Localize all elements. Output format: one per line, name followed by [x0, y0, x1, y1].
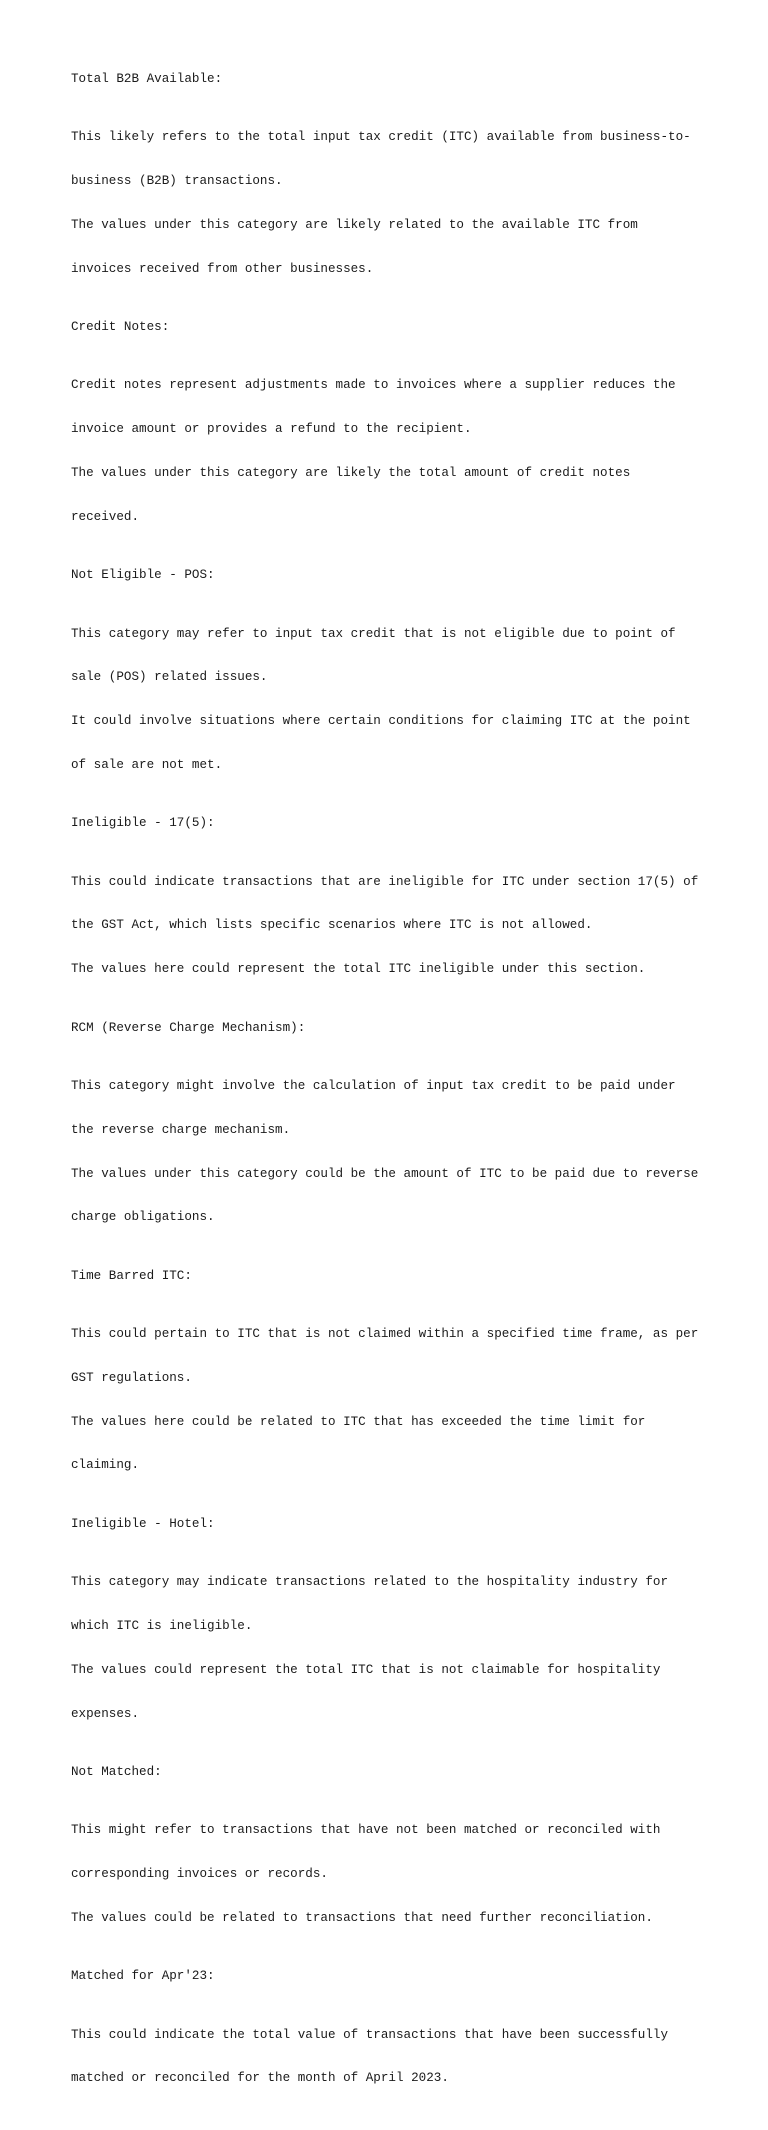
body-line: The values could be related to transactions that need further reconciliation.	[71, 1910, 653, 1925]
section-body	[71, 1298, 731, 1502]
body-line: expenses.	[71, 1706, 140, 1721]
body-line: The values could represent the total ITC that is not claimable for hospitality	[71, 1662, 661, 1677]
section-body	[71, 597, 731, 801]
section-heading: Matched for Apr'23:	[71, 1969, 215, 1984]
section-heading: Not Eligible - POS:	[71, 568, 215, 583]
section-rcm	[71, 1021, 731, 1255]
section-credit-notes	[71, 320, 731, 554]
body-line: This category may indicate transactions related to the hospitality industry for	[71, 1575, 669, 1590]
section-ineligible-17-5	[71, 816, 731, 1006]
section-heading: Total B2B Available:	[71, 72, 223, 86]
body-line: The values under this category are likely related to the available ITC from	[71, 217, 638, 232]
section-body	[71, 1998, 731, 2115]
section-matched-apr-23	[71, 1969, 731, 2115]
body-line: of sale are not met.	[71, 757, 223, 772]
section-body	[71, 1794, 731, 1955]
body-line: sale (POS) related issues.	[71, 670, 268, 685]
body-line: Credit notes represent adjustments made to invoices where a supplier reduces the	[71, 378, 676, 393]
section-heading: Ineligible - 17(5):	[71, 816, 215, 831]
body-line: which ITC is ineligible.	[71, 1618, 253, 1633]
section-time-barred-itc	[71, 1269, 731, 1503]
body-line: This could pertain to ITC that is not claimed within a specified time frame, as per	[71, 1327, 699, 1342]
body-line: received.	[71, 509, 140, 524]
body-line: This could indicate transactions that are ineligible for ITC under section 17(5) of	[71, 874, 699, 889]
section-not-matched	[71, 1765, 731, 1955]
section-heading: Not Matched:	[71, 1764, 162, 1779]
body-line: This category may refer to input tax credit that is not eligible due to point of	[71, 626, 676, 641]
section-body	[71, 845, 731, 1006]
body-line: invoice amount or provides a refund to the recipient.	[71, 422, 472, 437]
body-line: The values under this category could be the amount of ITC to be paid due to reverse	[71, 1166, 699, 1181]
section-body	[71, 1546, 731, 1750]
body-line: The values here could be related to ITC that has exceeded the time limit for	[71, 1414, 646, 1429]
body-line: GST regulations.	[71, 1370, 192, 1385]
section-body	[71, 1050, 731, 1254]
section-ineligible-hotel	[71, 1517, 731, 1751]
body-line: This might refer to transactions that have not been matched or reconciled with	[71, 1823, 661, 1838]
body-line: corresponding invoices or records.	[71, 1867, 328, 1882]
body-line: invoices received from other businesses.	[71, 261, 374, 276]
body-line: charge obligations.	[71, 1210, 215, 1225]
body-line: matched or reconciled for the month of April 2023.	[71, 2071, 449, 2086]
section-body	[71, 349, 731, 553]
body-line: The values here could represent the total ITC ineligible under this section.	[71, 962, 646, 977]
document-page	[71, 72, 731, 2130]
body-line: business (B2B) transactions.	[71, 174, 283, 189]
body-line: the reverse charge mechanism.	[71, 1122, 291, 1137]
section-heading: Ineligible - Hotel:	[71, 1516, 215, 1531]
body-line: This likely refers to the total input tax credit (ITC) available from business-to-	[71, 130, 691, 145]
body-line: This could indicate the total value of transactions that have been successfully	[71, 2027, 669, 2042]
section-total-b2b-available	[71, 72, 731, 306]
body-line: claiming.	[71, 1458, 140, 1473]
body-line: This category might involve the calculation of input tax credit to be paid under	[71, 1078, 676, 1093]
section-heading: Credit Notes:	[71, 320, 170, 335]
body-line: It could involve situations where certain conditions for claiming ITC at the point	[71, 714, 691, 729]
body-line: The values under this category are likely the total amount of credit notes	[71, 466, 631, 481]
section-body	[71, 101, 731, 305]
body-line: the GST Act, which lists specific scenarios where ITC is not allowed.	[71, 918, 593, 933]
section-heading: RCM (Reverse Charge Mechanism):	[71, 1020, 306, 1035]
section-not-eligible-pos	[71, 568, 731, 802]
section-heading: Time Barred ITC:	[71, 1268, 192, 1283]
